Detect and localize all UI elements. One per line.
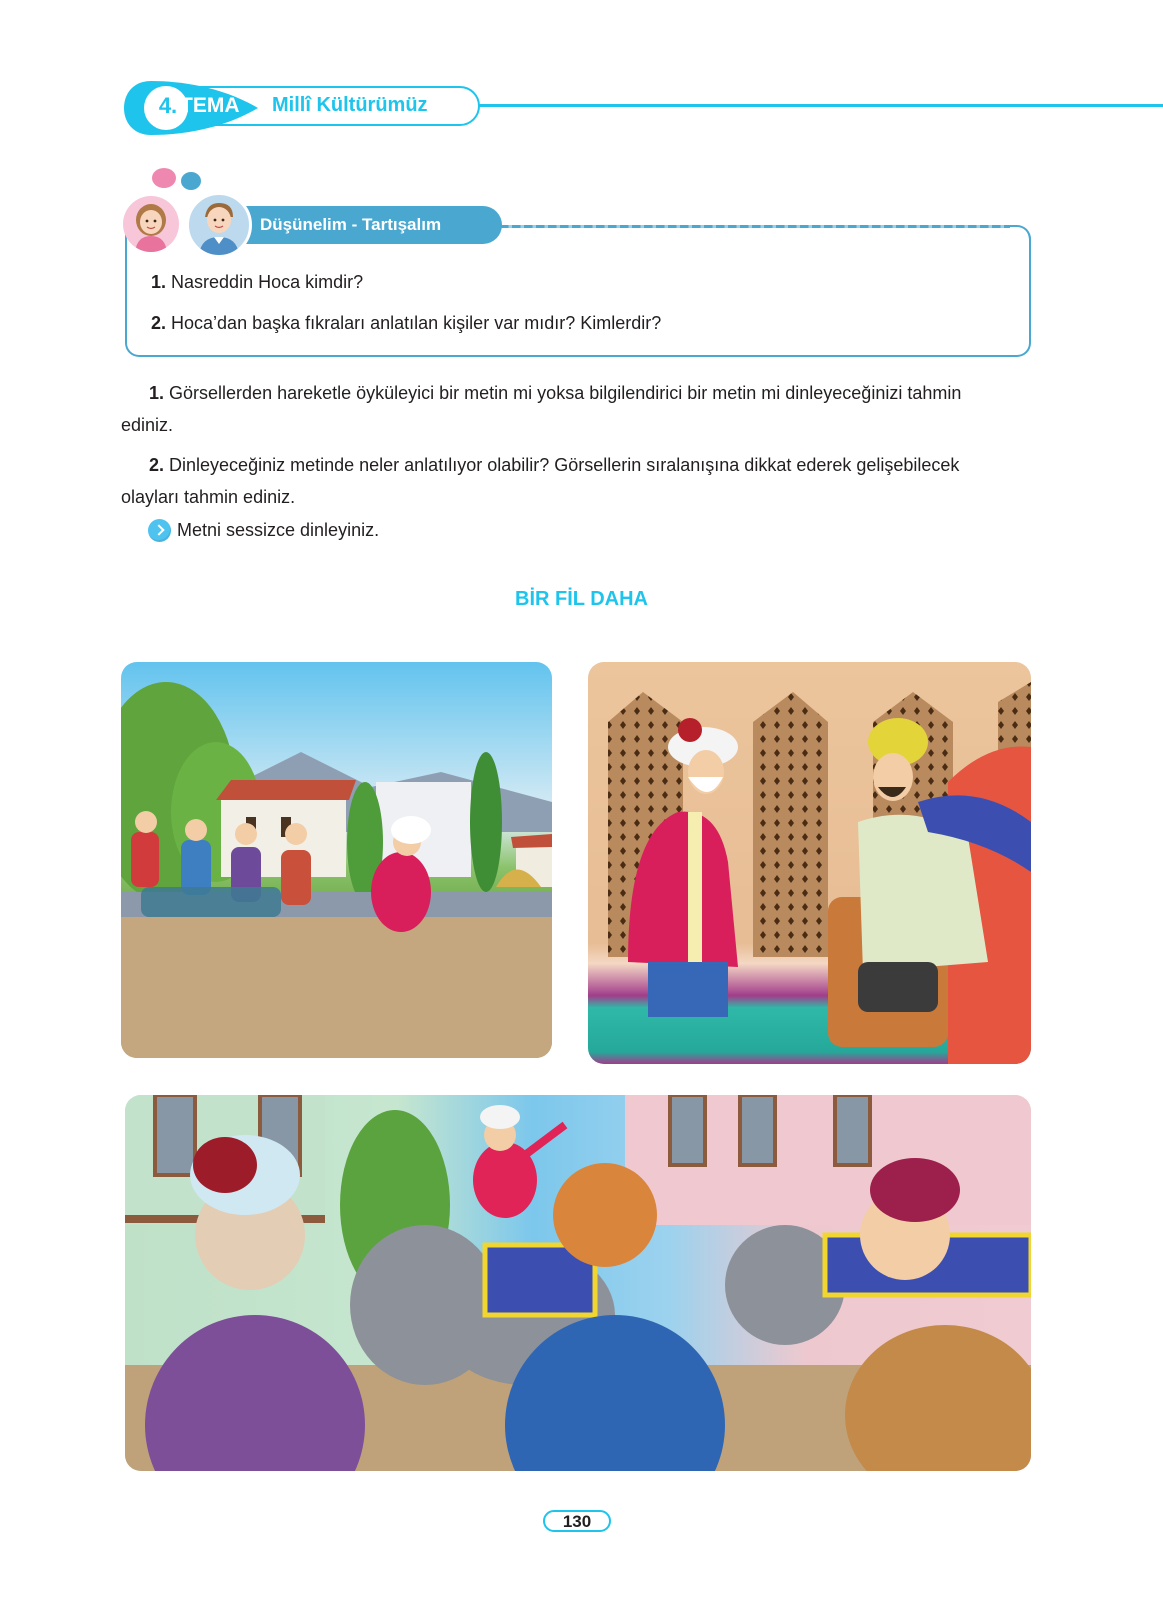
- discussion-question-2: 2. Hoca’dan başka fıkraları anlatılan kişiler var mıdır? Kimlerdir?: [151, 313, 662, 333]
- chevron-right-circle-icon: [148, 519, 171, 542]
- boy-avatar-icon: [186, 192, 252, 258]
- speech-bubble-blue-icon: [181, 172, 201, 190]
- theme-label: TEMA: [180, 94, 240, 117]
- discussion-box-dotted-border: [500, 225, 1010, 228]
- prompt-paragraph-2: 2. Dinleyeceğiniz metinde neler anlatılıyor olabilir? Görsellerin sıralanışına dikkat ederek gelişebilecek olayları tahmin ediniz.: [121, 455, 960, 507]
- discussion-banner: [240, 206, 502, 244]
- theme-number: 4.: [158, 93, 178, 118]
- speech-bubble-pink-icon: [152, 168, 176, 188]
- discussion-question-1: 1. Nasreddin Hoca kimdir?: [151, 272, 364, 292]
- illustration-villagers-walking: [121, 662, 552, 1058]
- prompt-paragraph-1: 1. Görsellerden hareketle öyküleyici bir metin mi yoksa bilgilendirici bir metin mi dinleyeceğinizi tahmin ediniz.: [121, 383, 962, 435]
- listen-instruction: [148, 518, 379, 542]
- story-title: BİR FİL DAHA: [515, 588, 648, 610]
- illustration-hoca-on-elephant: [125, 1095, 1031, 1471]
- page-number: 130: [543, 1510, 611, 1532]
- listen-instruction-text: Metni sessizce dinleyiniz.: [177, 519, 380, 540]
- discussion-box-corner: [1005, 225, 1031, 251]
- illustration-hoca-and-ruler: [588, 662, 1031, 1064]
- theme-header-line: [470, 104, 1163, 107]
- girl-avatar-icon: [123, 196, 179, 252]
- discussion-banner-label: Düşünelim - Tartışalım: [260, 215, 442, 234]
- theme-title: Millî Kültürümüz: [272, 94, 428, 116]
